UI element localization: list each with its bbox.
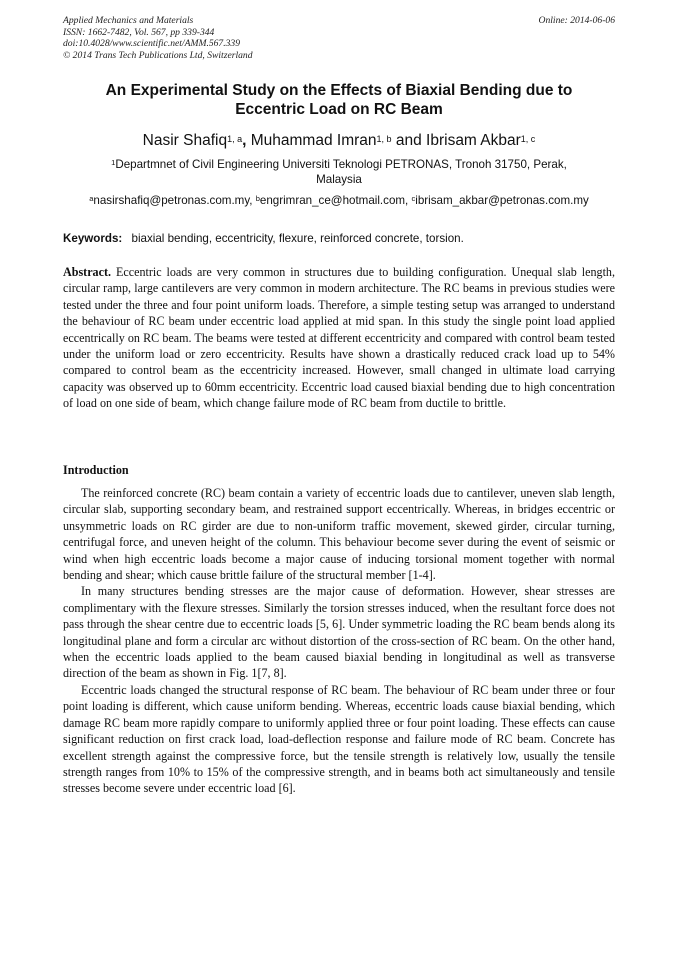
keywords-label: Keywords: <box>63 232 123 245</box>
email-link[interactable]: engrimran_ce@hotmail.com, <box>259 194 409 207</box>
abstract-label: Abstract. <box>63 265 112 279</box>
abstract-text: Eccentric loads are very common in structures due to building configuration. Unequal slab length, circular ramp, large cantilevers are very common in modern architecture. The RC beams in previous studies were tested under the three and four point uniform loads. Therefore, a simple testing setup was arranged to understand the behaviour of RC beam under eccentric load applied at mid span. In this study the single point load applied eccentrically on RC beam. The beams were tested at different eccentricity and compared with control beam tested under the uniform load or zero eccentricity. Results have shown a drastically reduced crack load up to 54% compared to control beam as the eccentricity increased. However, small changed in ultimate load carrying capacity was observed up to 60mm eccentricity. Eccentric load caused biaxial bending due to high concentration of load on one side of beam, which change failure mode of RC beam from ductile to brittle. <box>63 265 616 411</box>
doi: doi:10.4028/www.scientific.net/AMM.567.339 <box>63 38 241 49</box>
author-name: Ibrisam Akbar <box>426 132 521 149</box>
email-list <box>40 193 638 208</box>
title-line-1: An Experimental Study on the Effects of Biaxial Bending due to <box>105 82 573 99</box>
paragraph: Eccentric loads changed the structural response of RC beam. The behaviour of RC beam under three or four point loading is different, which cause uniform bending. Whereas, eccentric loads cause biaxial bending, which damage RC beam more rapidly compare to uniformly applied three or four point loading. These effects can cause significant reduction on first crack load, load-deflection response and failure mode of RC beam. Concrete has excellent strength against the compressive force, but the tensile strength is relatively low, usually the tensile strength ranges from 10% to 15% of the compressive strength, and in beams both act simultaneously and tensile stresses become severe under eccentric load [6]. <box>63 682 615 796</box>
author-name: Muhammad Imran <box>250 132 377 149</box>
affil-sup: 1 <box>111 158 116 167</box>
online-date: Online: 2014-06-06 <box>538 15 615 26</box>
abstract <box>63 264 615 412</box>
paragraph: The reinforced concrete (RC) beam contain a variety of eccentric loads due to cantilever, uneven slab length, circular slab, supporting secondary beam, and restrained support eccentrically. Whereas, in bridges eccentric or unsymmetric loads on RC girder are due to non-uniform traffic movement, skewed girder, circular turning, centrifugal force, and uneven height of the column. This behaviour become sever during the event of seismic or wind when high eccentric loads become a major cause of inducing torsional moment together with normal bending and shear; which cause brittle failure of the structural member [1-4]. <box>63 486 615 583</box>
affiliation <box>60 157 618 187</box>
journal-name: Applied Mechanics and Materials <box>63 15 194 26</box>
email-sup: b <box>255 194 260 203</box>
journal-header <box>63 15 615 61</box>
copyright: © 2014 Trans Tech Publications Ltd, Switzerland <box>63 49 253 61</box>
affil-line-1: Departmnet of Civil Engineering Universiti Teknologi PETRONAS, Tronoh 31750, Perak, <box>115 158 567 171</box>
issn: ISSN: 1662-7482, Vol. 567, pp 339-344 <box>63 26 215 38</box>
author-list <box>60 131 618 151</box>
author-name: Nasir Shafiq <box>142 132 228 149</box>
author-separator: , <box>242 132 247 149</box>
title-line-2: Eccentric Load on RC Beam <box>235 101 443 118</box>
paragraph: In many structures bending stresses are the major cause of deformation. However, shear stresses are complimentary with the flexure stresses. Similarly the torsion stresses induced, when the resultant force does not pass through the shear centre due to eccentric loads [5, 6]. Under symmetric loading the RC beam bends along its longitudinal plane and form a circular arc without distortion of the cross-section of RC beam. On the other hand, when the eccentric loads applied to the beam caused biaxial bending in longitudinal as well as transverse direction of the beam as shown in Fig. 1[7, 8]. <box>63 584 615 681</box>
affil-line-2: Malaysia <box>316 173 362 186</box>
paper-title <box>60 81 618 119</box>
introduction-body <box>63 485 615 797</box>
section-heading: Introduction <box>63 463 129 477</box>
email-sup: a <box>89 194 94 203</box>
email-link[interactable]: nasirshafiq@petronas.com.my, <box>93 194 253 207</box>
author-affil-sup: 1, b <box>376 134 392 144</box>
keywords-text: biaxial bending, eccentricity, flexure, reinforced concrete, torsion. <box>131 232 464 245</box>
email-sup: c <box>411 194 416 203</box>
author-affil-sup: 1, a <box>227 134 243 144</box>
email-link[interactable]: ibrisam_akbar@petronas.com.my <box>415 194 589 207</box>
keywords <box>63 231 615 246</box>
author-affil-sup: 1, c <box>520 134 536 144</box>
author-and: and <box>395 132 422 149</box>
